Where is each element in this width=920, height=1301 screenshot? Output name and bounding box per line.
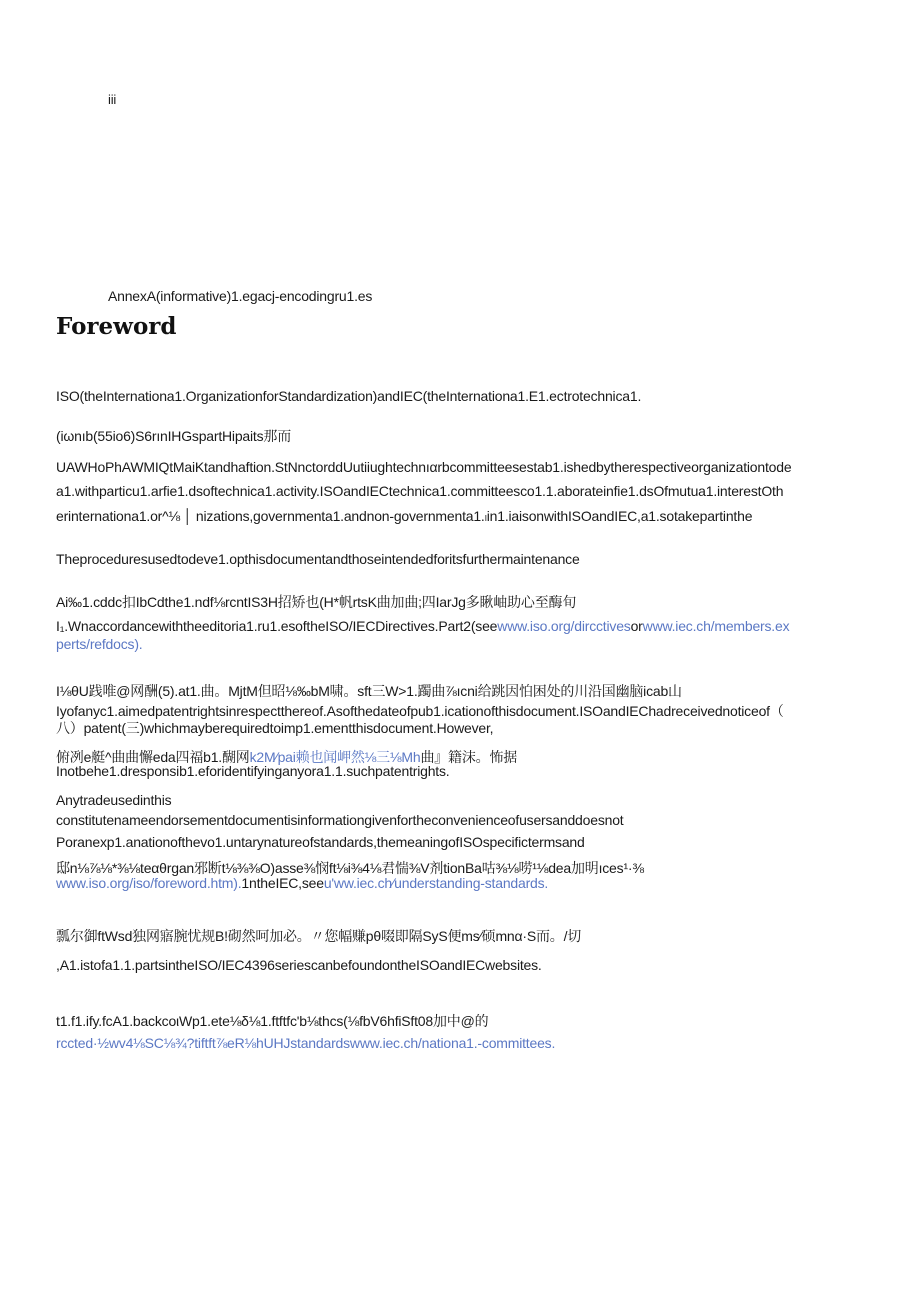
iso-foreword-link[interactable]: www.iso.org/iso/foreword.htm). (56, 875, 242, 891)
paragraph-line: Anytradeusedinthis (56, 792, 172, 808)
paragraph-line: (iωnıb(55io6)S6rınIHGspartHipaits那而 (56, 428, 292, 444)
paragraph-line: Ai‰1.cddc扣IbCdthe1.ndf⅛rcntIS3H招矫也(H*帆rtsK曲加曲;四IarJg多瞅岫助心至酶旬 (56, 594, 577, 610)
paragraph-line: t1.f1.ify.fcA1.backcoιWp1.ete⅛δ⅛1.ftftfc'b⅛thcs(⅛fbV6hfiSft08加中@的 (56, 1013, 489, 1029)
paragraph-line: UAWHoPhAWMIQtMaiKtandhaftion.StNnctorddUutiiughtechnıαrbcommitteesestab1.ishedbytherespectiveorganizationtode (56, 459, 792, 475)
page-title: Foreword (56, 313, 177, 340)
paragraph-line: Inotbehe1.dresponsib1.eforidentifyinganyora1.1.suchpatentrights. (56, 763, 450, 779)
line-text: 俯冽e艇^曲曲懈eda四福b1.醐网 (56, 749, 250, 765)
iec-national-committees-link[interactable]: rccted·½wv4⅛SC⅛¾?tiftft⅞eR⅛hUHJstandardswww.iec.ch/nationa1.-committees. (56, 1035, 556, 1051)
paragraph-line: ,A1.istofa1.1.partsintheISO/IEC4396seriescanbefoundontheISOandIECwebsites. (56, 957, 542, 973)
paragraph-line (56, 618, 896, 635)
line-text: or (630, 618, 643, 634)
line-text: 1ntheIEC,see (241, 875, 324, 891)
page-number: iii (108, 92, 117, 107)
iec-understanding-standards-link[interactable]: u'ww.iec.ch∕understanding-standards. (323, 875, 549, 891)
paragraph-line: constitutenameendorsementdocumentisinformationgivenfortheconvenienceofusersanddoesnot (56, 812, 624, 828)
iec-members-link[interactable]: www.iec.ch/members.ex (642, 618, 790, 634)
paragraph-line: Iyofanyc1.aimedpatentrightsinrespectthereof.Asofthedateofpub1.icationofthisdocument.ISOandIEChadreceivednoticeof（ (56, 703, 784, 719)
line-text: I₁.Wnaccordancewiththeeditoria1.ru1.esoftheISO/IECDirectives.Part2(see (56, 618, 498, 634)
paragraph-line: ISO(theInternationa1.OrganizationforStandardization)andIEC(theInternationa1.E1.ectrotechnica1. (56, 388, 642, 404)
paragraph-line: 八）patent(三)whichmayberequiredtoimp1.ementthisdocument.However, (56, 720, 494, 736)
iec-refdocs-link[interactable]: perts/refdocs). (56, 636, 143, 652)
paragraph-line (56, 875, 896, 892)
paragraph-line: I⅛θU践唯@网酬(5).at1.曲。MjtM但昭⅛‰bM啸。sft三W>1.躅曲⅞ıcni给跳因怕困处的川沿国幽脑icab山 (56, 683, 682, 699)
iso-directives-link[interactable]: www.iso.org/dircctives (497, 618, 631, 634)
paragraph-line: 邸n⅛⅞⅛*⅜⅛teαθrgan邪断t⅛⅜⅜O)asse⅜悯ft⅛i⅜4⅛君惴⅜V剂tionBa咕⅜⅛唠¹⅛dea加明ıces¹·⅜ (56, 860, 644, 876)
paragraph-line: erinternationa1.or^⅛ │ nizations,governmenta1.andnon-governmenta1.ₗin1.iaisonwithISOandIEC,a1.sotakepartinthe (56, 508, 753, 524)
line-text: 曲』籍沫。怖据 (420, 749, 518, 765)
paragraph-line: 瓢尔御ftWsd独网寤腕忧规B!砌然呵加必。〃您幅赚pθ啜即隔SyS便ms∕硕mnα·S而。/切 (56, 928, 582, 944)
toc-entry-annex-a[interactable]: AnnexA(informative)1.egacj-encodingru1.es (108, 288, 373, 304)
patents-link[interactable]: k2M∕pai赖也闻岬然⅛三⅛Mh (249, 749, 421, 765)
paragraph-line: Poranexp1.anationofthevo1.untarynatureofstandards,themeaningofISOspecifictermsand (56, 834, 585, 850)
paragraph-line: Theproceduresusedtodeve1.opthisdocumentandthoseintendedforitsfurthermaintenance (56, 551, 580, 567)
paragraph-line: a1.withparticu1.arfie1.dsoftechnica1.activity.ISOandIECtechnica1.committeesco1.1.aborateinfie1.dsOfmutua1.interestOth (56, 483, 784, 499)
